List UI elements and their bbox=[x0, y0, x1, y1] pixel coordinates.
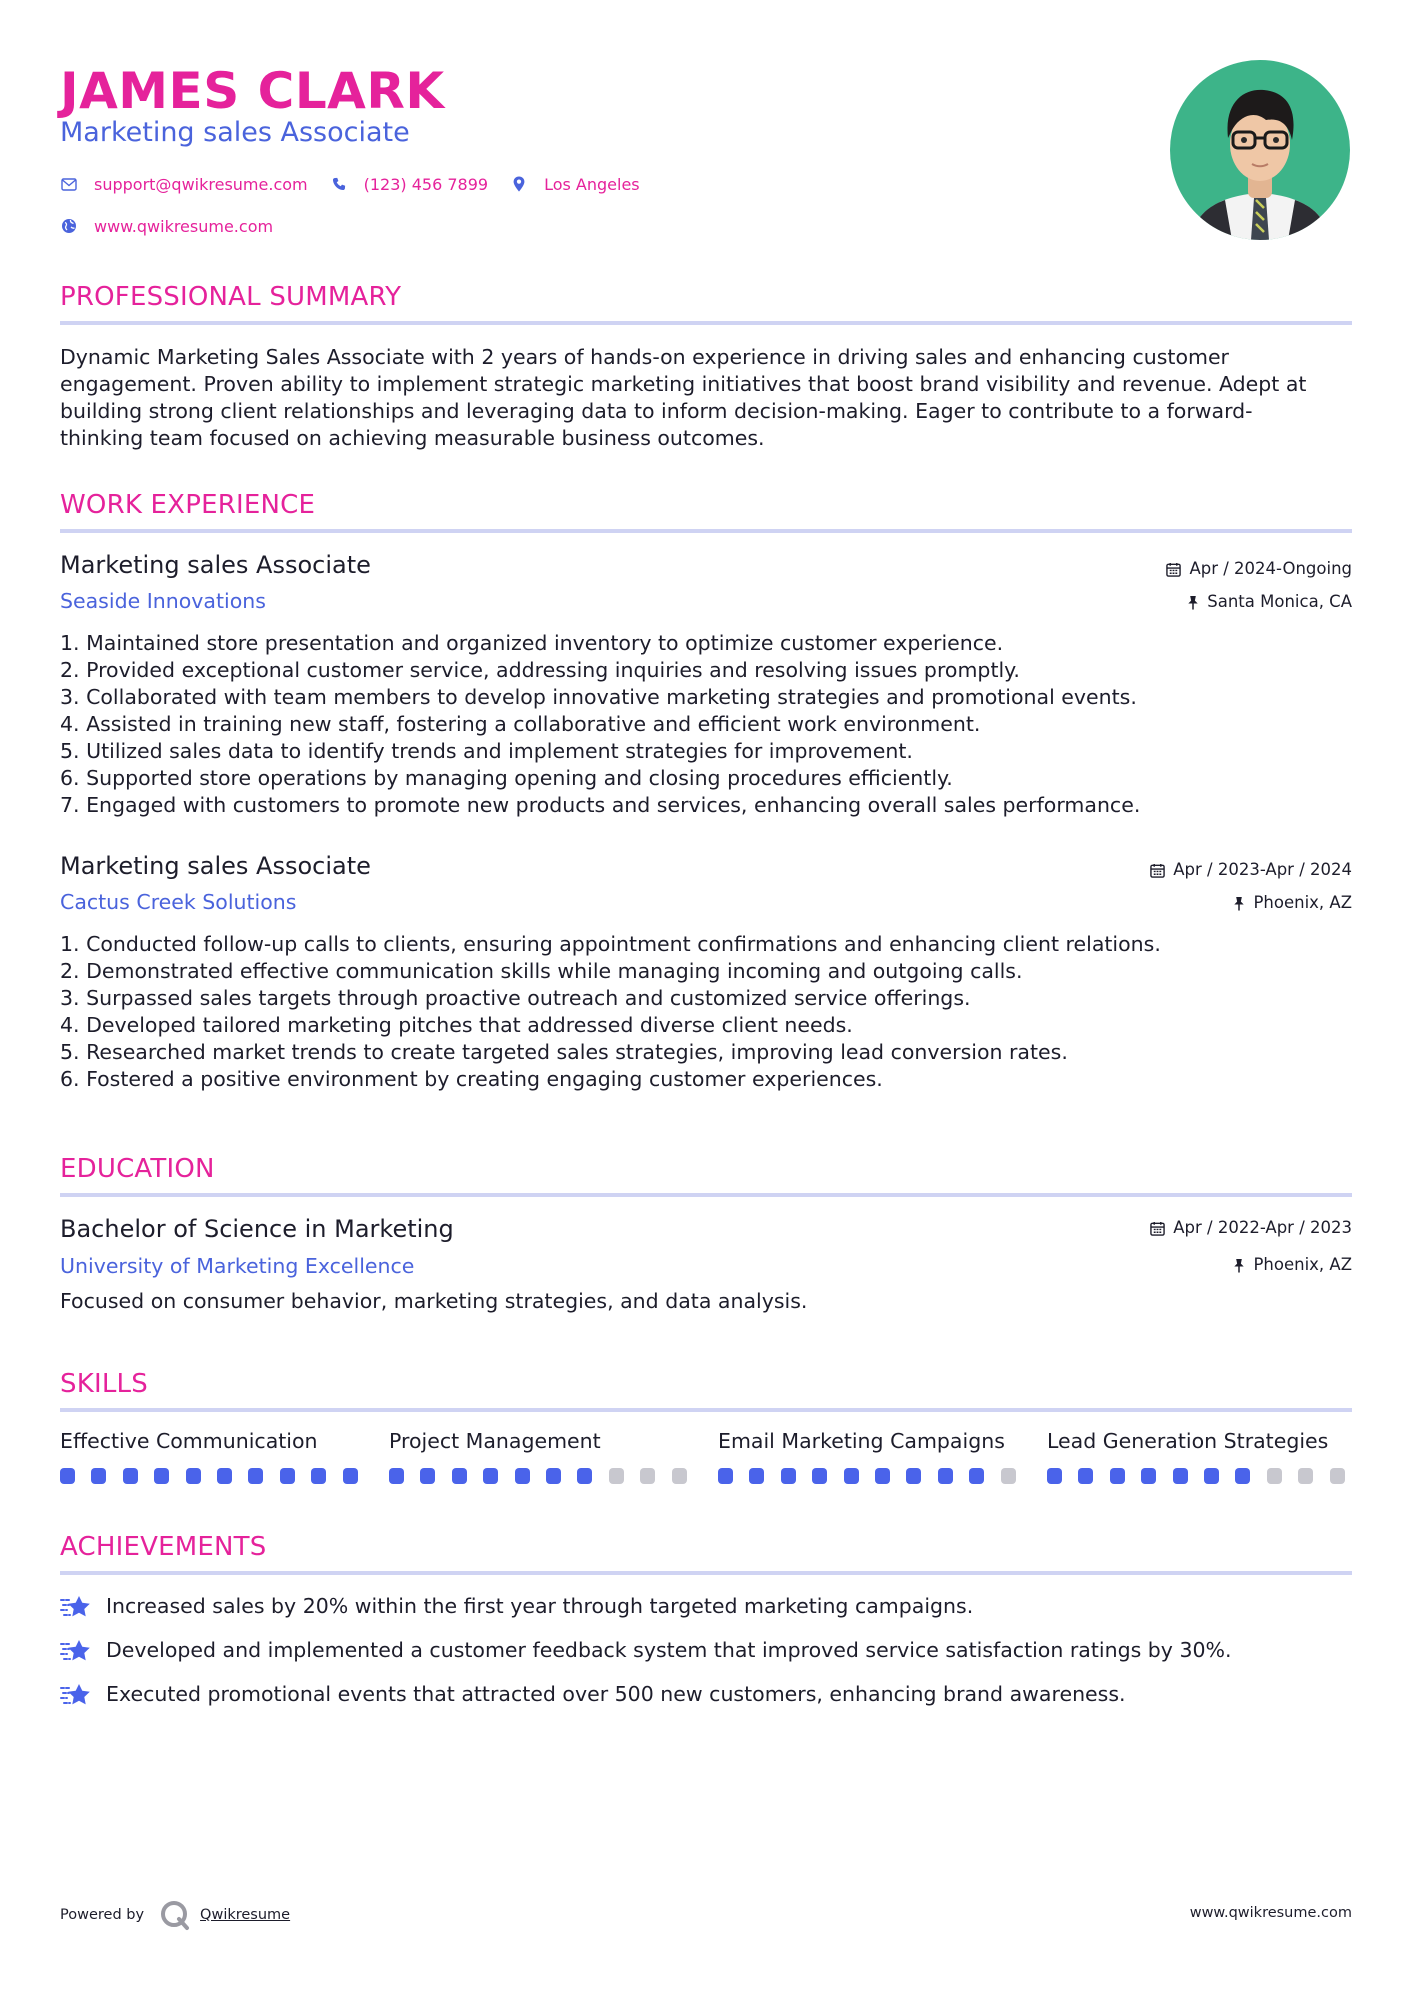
list-item: 1. Maintained store presentation and organized inventory to optimize customer experience. bbox=[60, 631, 1004, 655]
rating-dot-filled bbox=[515, 1468, 530, 1484]
list-item: 1. Conducted follow-up calls to clients, ensuring appointment confirmations and enhancing client relations. bbox=[60, 932, 1161, 956]
rating-dot-filled bbox=[60, 1468, 75, 1484]
job-title: Marketing sales Associate bbox=[60, 852, 371, 880]
skill-item bbox=[1047, 1428, 1347, 1454]
rating-dot-empty bbox=[609, 1468, 624, 1484]
summary-heading: PROFESSIONAL SUMMARY bbox=[60, 282, 402, 312]
list-item: 6. Supported store operations by managing opening and closing procedures efficiently. bbox=[60, 766, 953, 790]
job-dates bbox=[1166, 558, 1352, 580]
skills-heading: SKILLS bbox=[60, 1369, 148, 1399]
skill-name: Email Marketing Campaigns bbox=[718, 1429, 1005, 1453]
rating-dot-filled bbox=[577, 1468, 592, 1484]
star-badge-icon bbox=[60, 1638, 92, 1664]
degree-title: Bachelor of Science in Marketing bbox=[60, 1215, 454, 1243]
skill-name: Lead Generation Strategies bbox=[1047, 1429, 1329, 1453]
date-range: Apr / 2024-Ongoing bbox=[1189, 559, 1352, 578]
contact-row-2 bbox=[60, 214, 295, 238]
location-text: Los Angeles bbox=[544, 174, 640, 194]
skill-item bbox=[718, 1428, 1018, 1454]
achievement-item bbox=[60, 1681, 1126, 1708]
rating-dot-filled bbox=[844, 1468, 859, 1484]
list-item: 2. Demonstrated effective communication skills while managing incoming and outgoing calls. bbox=[60, 959, 1023, 983]
calendar-icon bbox=[1166, 562, 1181, 577]
summary-line: engagement. Proven ability to implement strategic marketing initiatives that boost brand visibility and revenue. Adept at bbox=[60, 372, 1307, 396]
education-description: Focused on consumer behavior, marketing strategies, and data analysis. bbox=[60, 1289, 808, 1313]
education-dates bbox=[1150, 1217, 1352, 1239]
powered-by-label: Powered by bbox=[60, 1907, 145, 1923]
section-divider bbox=[60, 529, 1352, 533]
list-item: 5. Utilized sales data to identify trends and implement strategies for improvement. bbox=[60, 739, 913, 763]
skill-item bbox=[389, 1428, 689, 1454]
rating-dot-empty bbox=[1001, 1468, 1016, 1484]
education-heading: EDUCATION bbox=[60, 1154, 215, 1184]
qwikresume-logo-icon bbox=[158, 1898, 192, 1932]
list-item: 2. Provided exceptional customer service, addressing inquiries and resolving issues promptly. bbox=[60, 658, 1020, 682]
pushpin-icon bbox=[1233, 896, 1245, 911]
profile-photo bbox=[1170, 60, 1350, 240]
achievement-item bbox=[60, 1593, 973, 1620]
phone-icon bbox=[330, 175, 348, 193]
skill-rating bbox=[1047, 1468, 1361, 1484]
rating-dot-filled bbox=[1078, 1468, 1093, 1484]
rating-dot-filled bbox=[906, 1468, 921, 1484]
footer-website[interactable]: www.qwikresume.com bbox=[1189, 1905, 1352, 1921]
map-pin-icon bbox=[510, 175, 528, 193]
rating-dot-filled bbox=[1141, 1468, 1156, 1484]
location-text: Phoenix, AZ bbox=[1253, 1255, 1352, 1274]
skill-rating bbox=[718, 1468, 1032, 1484]
location-text: Phoenix, AZ bbox=[1253, 893, 1352, 912]
rating-dot-filled bbox=[452, 1468, 467, 1484]
school-name: University of Marketing Excellence bbox=[60, 1254, 415, 1278]
list-item: 6. Fostered a positive environment by creating engaging customer experiences. bbox=[60, 1067, 883, 1091]
rating-dot-empty bbox=[1298, 1468, 1313, 1484]
job-title: Marketing sales Associate bbox=[60, 551, 371, 579]
rating-dot-filled bbox=[781, 1468, 796, 1484]
summary-line: Dynamic Marketing Sales Associate with 2 years of hands-on experience in driving sales and enhancing customer bbox=[60, 345, 1229, 369]
rating-dot-filled bbox=[311, 1468, 326, 1484]
pushpin-icon bbox=[1187, 595, 1199, 610]
candidate-role: Marketing sales Associate bbox=[60, 117, 410, 148]
rating-dot-filled bbox=[420, 1468, 435, 1484]
rating-dot-filled bbox=[969, 1468, 984, 1484]
skill-item bbox=[60, 1428, 360, 1454]
job-location bbox=[1233, 892, 1352, 914]
job-location bbox=[1187, 591, 1352, 613]
rating-dot-filled bbox=[154, 1468, 169, 1484]
rating-dot-filled bbox=[123, 1468, 138, 1484]
achievement-text: Developed and implemented a customer feedback system that improved service satisfaction ratings by 30%. bbox=[106, 1638, 1232, 1662]
globe-icon bbox=[60, 217, 78, 235]
date-range: Apr / 2023-Apr / 2024 bbox=[1173, 860, 1352, 879]
achievement-text: Increased sales by 20% within the first year through targeted marketing campaigns. bbox=[106, 1594, 974, 1618]
list-item: 3. Surpassed sales targets through proactive outreach and customized service offerings. bbox=[60, 986, 971, 1010]
summary-line: thinking team focused on achieving measurable business outcomes. bbox=[60, 426, 765, 450]
candidate-name: JAMES CLARK bbox=[60, 62, 445, 120]
rating-dot-filled bbox=[546, 1468, 561, 1484]
achievements-heading: ACHIEVEMENTS bbox=[60, 1532, 267, 1562]
list-item: 3. Collaborated with team members to develop innovative marketing strategies and promotional events. bbox=[60, 685, 1137, 709]
rating-dot-filled bbox=[343, 1468, 358, 1484]
experience-heading: WORK EXPERIENCE bbox=[60, 490, 316, 520]
list-item: 5. Researched market trends to create targeted sales strategies, improving lead conversion rates. bbox=[60, 1040, 1068, 1064]
rating-dot-filled bbox=[1235, 1468, 1250, 1484]
achievement-text: Executed promotional events that attracted over 500 new customers, enhancing brand awareness. bbox=[106, 1682, 1126, 1706]
list-item: 4. Developed tailored marketing pitches that addressed diverse client needs. bbox=[60, 1013, 853, 1037]
job-dates bbox=[1150, 859, 1352, 881]
rating-dot-empty bbox=[672, 1468, 687, 1484]
rating-dot-filled bbox=[1173, 1468, 1188, 1484]
envelope-icon bbox=[60, 175, 78, 193]
summary-line: building strong client relationships and leveraging data to inform decision-making. Eager to contribute to a forward- bbox=[60, 399, 1253, 423]
rating-dot-filled bbox=[248, 1468, 263, 1484]
achievement-item bbox=[60, 1637, 1232, 1664]
email-link[interactable]: support@qwikresume.com bbox=[94, 174, 308, 194]
skill-rating bbox=[389, 1468, 703, 1484]
skill-rating bbox=[60, 1468, 374, 1484]
section-divider bbox=[60, 321, 1352, 325]
rating-dot-empty bbox=[640, 1468, 655, 1484]
star-badge-icon bbox=[60, 1682, 92, 1708]
calendar-icon bbox=[1150, 1221, 1165, 1236]
rating-dot-filled bbox=[483, 1468, 498, 1484]
rating-dot-filled bbox=[280, 1468, 295, 1484]
rating-dot-filled bbox=[1204, 1468, 1219, 1484]
contact-row bbox=[60, 172, 662, 196]
star-badge-icon bbox=[60, 1594, 92, 1620]
rating-dot-filled bbox=[749, 1468, 764, 1484]
rating-dot-filled bbox=[91, 1468, 106, 1484]
date-range: Apr / 2022-Apr / 2023 bbox=[1173, 1218, 1352, 1237]
job-duties bbox=[60, 630, 1140, 819]
skill-name: Effective Communication bbox=[60, 1429, 318, 1453]
skill-name: Project Management bbox=[389, 1429, 601, 1453]
section-divider bbox=[60, 1571, 1352, 1575]
website-link[interactable]: www.qwikresume.com bbox=[94, 216, 274, 236]
phone-number[interactable]: (123) 456 7899 bbox=[363, 174, 489, 194]
list-item: 4. Assisted in training new staff, fostering a collaborative and efficient work environment. bbox=[60, 712, 981, 736]
rating-dot-empty bbox=[1330, 1468, 1345, 1484]
calendar-icon bbox=[1150, 863, 1165, 878]
pushpin-icon bbox=[1233, 1258, 1245, 1273]
rating-dot-filled bbox=[812, 1468, 827, 1484]
rating-dot-filled bbox=[389, 1468, 404, 1484]
rating-dot-filled bbox=[217, 1468, 232, 1484]
rating-dot-filled bbox=[1110, 1468, 1125, 1484]
education-location bbox=[1233, 1254, 1352, 1276]
summary-text bbox=[60, 344, 1352, 452]
rating-dot-filled bbox=[875, 1468, 890, 1484]
rating-dot-filled bbox=[1047, 1468, 1062, 1484]
job-duties bbox=[60, 931, 1161, 1093]
rating-dot-filled bbox=[186, 1468, 201, 1484]
company-name: Seaside Innovations bbox=[60, 589, 266, 613]
section-divider bbox=[60, 1193, 1352, 1197]
footer-powered-by bbox=[60, 1898, 290, 1932]
rating-dot-empty bbox=[1267, 1468, 1282, 1484]
rating-dot-filled bbox=[718, 1468, 733, 1484]
qwikresume-link[interactable]: Qwikresume bbox=[200, 1907, 291, 1923]
rating-dot-filled bbox=[938, 1468, 953, 1484]
location-text: Santa Monica, CA bbox=[1207, 592, 1352, 611]
company-name: Cactus Creek Solutions bbox=[60, 890, 297, 914]
section-divider bbox=[60, 1408, 1352, 1412]
list-item: 7. Engaged with customers to promote new products and services, enhancing overall sales performance. bbox=[60, 793, 1141, 817]
resume-page bbox=[60, 0, 1352, 1990]
